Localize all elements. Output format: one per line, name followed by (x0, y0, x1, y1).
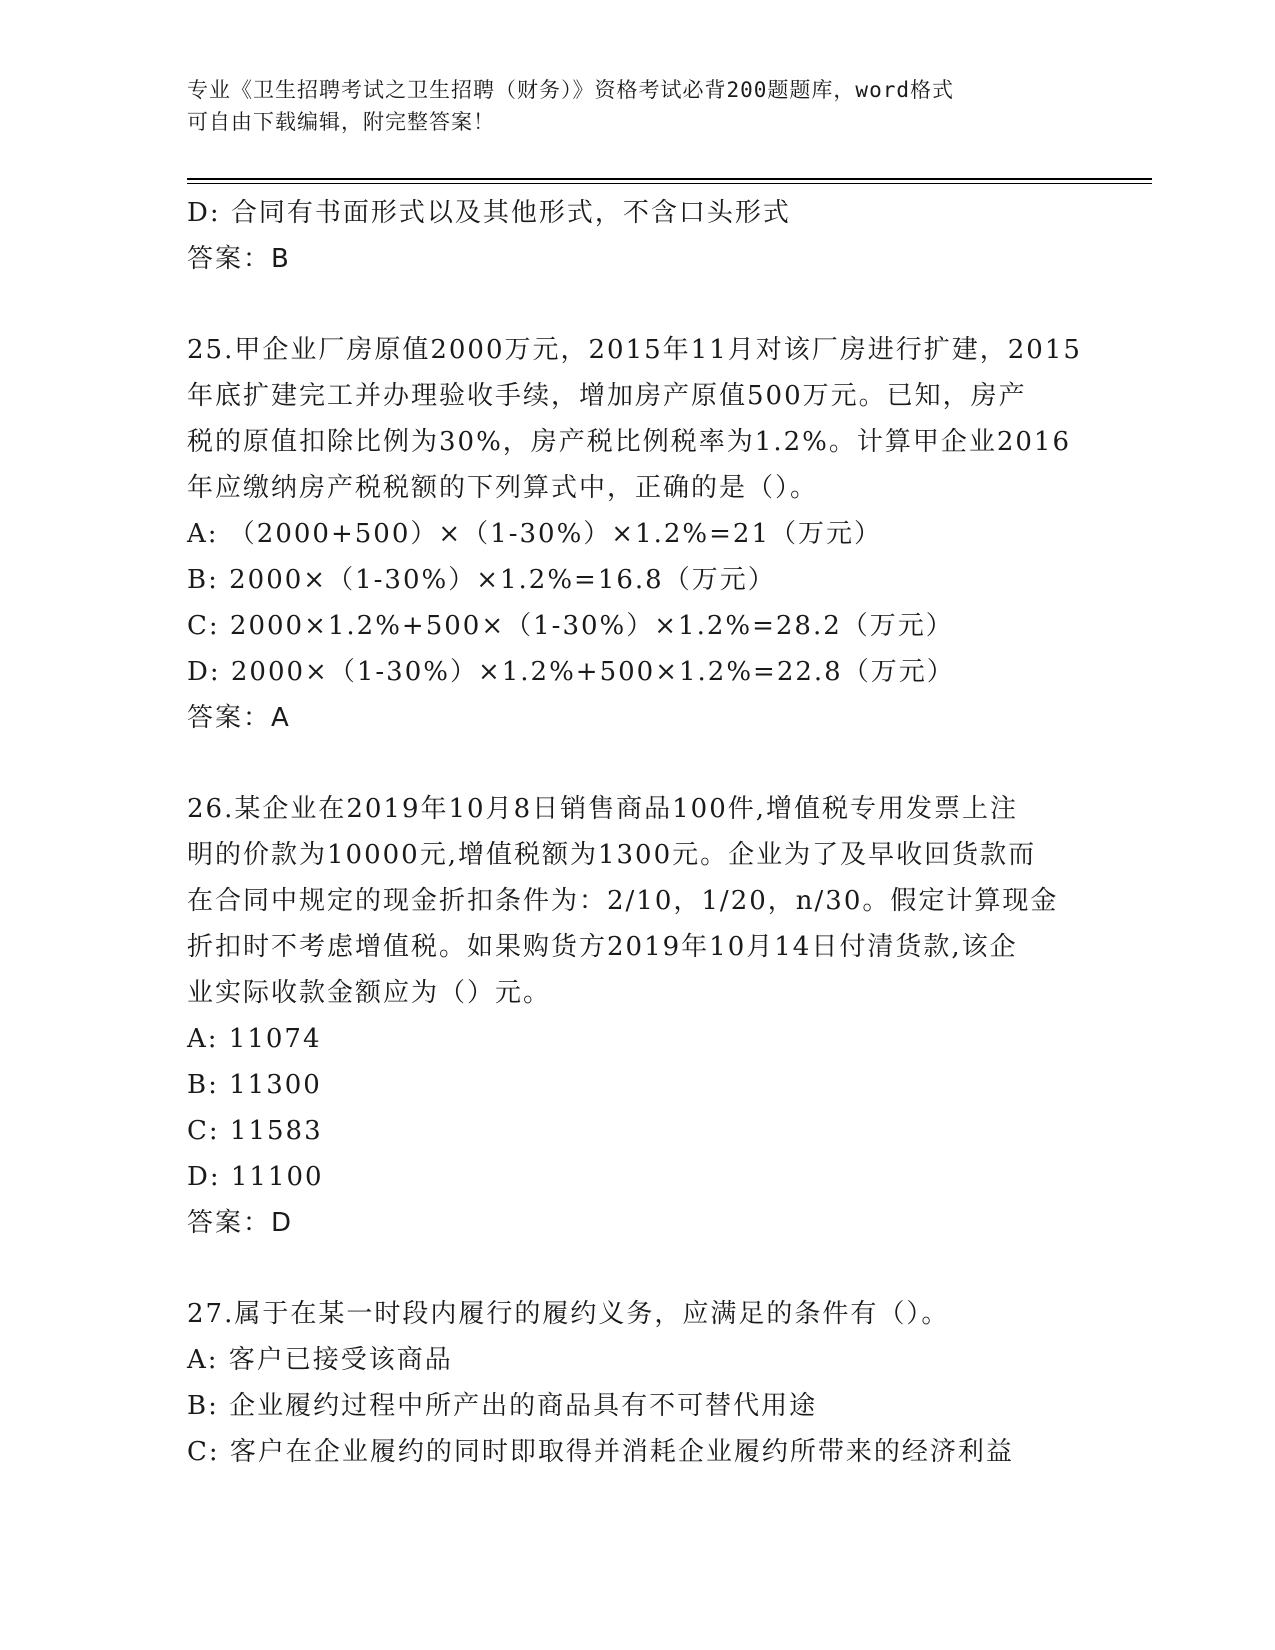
q27-stem-line: 27.属于在某一时段内履行的履约义务，应满足的条件有（）。 (187, 1299, 950, 1329)
q26-stem-line: 明的价款为10000元,增值税额为1300元。企业为了及早收回货款而 (187, 840, 1037, 870)
q25-stem-line: 税的原值扣除比例为30%，房产税比例税率为1.2%。计算甲企业2016 (187, 427, 1072, 457)
question-25 (187, 327, 1087, 741)
q26-option-b: B: 11300 (187, 1070, 322, 1100)
q26-option-d: D: 11100 (187, 1162, 324, 1192)
q26-stem-line: 折扣时不考虑增值税。如果购货方2019年10月14日付清货款,该企 (187, 932, 1018, 962)
q25-stem-line: 年底扩建完工并办理验收手续，增加房产原值500万元。已知，房产 (187, 381, 1027, 411)
q26-stem-line: 在合同中规定的现金折扣条件为：2/10，1/20，n/30。假定计算现金 (187, 886, 1059, 916)
q27-option-b: B: 企业履约过程中所产出的商品具有不可替代用途 (187, 1391, 818, 1421)
q26-option-a: A: 11074 (187, 1024, 322, 1054)
header-line-2: 可自由下载编辑，附完整答案！ (187, 110, 495, 134)
q26-stem-line: 业实际收款金额应为（）元。 (187, 978, 552, 1008)
q26-answer: 答案：D (187, 1208, 294, 1238)
q25-stem-line: 年应缴纳房产税税额的下列算式中，正确的是（）。 (187, 473, 819, 503)
header-rule-thick (187, 178, 1152, 180)
q27-option-a: A: 客户已接受该商品 (187, 1345, 453, 1375)
q25-answer: 答案：A (187, 703, 291, 733)
prev-answer: 答案：B (187, 244, 291, 274)
q25-option-c: C: 2000×1.2%+500×（1-30%）×1.2%=28.2（万元） (187, 611, 954, 641)
question-content (187, 190, 1087, 1475)
q25-option-d: D: 2000×（1-30%）×1.2%+500×1.2%=22.8（万元） (187, 657, 955, 687)
header-rule-thin (187, 183, 1152, 184)
q25-option-b: B: 2000×（1-30%）×1.2%=16.8（万元） (187, 565, 776, 595)
question-26 (187, 786, 1087, 1246)
q25-stem-line: 25.甲企业厂房原值2000万元，2015年11月对该厂房进行扩建，2015 (187, 335, 1082, 365)
q27-option-c: C: 客户在企业履约的同时即取得并消耗企业履约所带来的经济利益 (187, 1437, 1014, 1467)
q25-option-a: A: （2000+500）×（1-30%）×1.2%=21（万元） (187, 519, 882, 549)
q26-stem-line: 26.某企业在2019年10月8日销售商品100件,增值税专用发票上注 (187, 794, 1019, 824)
question-27 (187, 1291, 1087, 1475)
header-line-1: 专业《卫生招聘考试之卫生招聘（财务）》资格考试必背200题题库，word格式 (187, 78, 954, 102)
page-header (187, 74, 1067, 138)
q26-option-c: C: 11583 (187, 1116, 323, 1146)
prev-option-d: D: 合同有书面形式以及其他形式，不含口头形式 (187, 198, 791, 228)
